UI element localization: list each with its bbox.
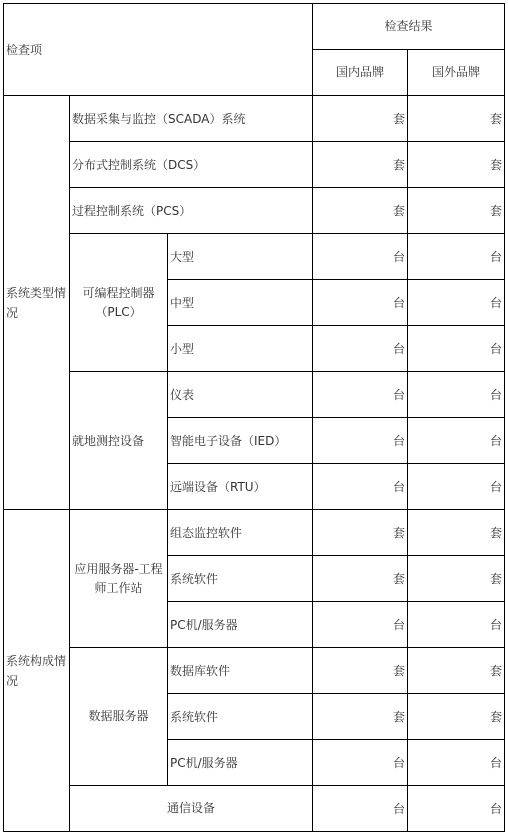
unit-foreign: 套	[408, 556, 505, 602]
item-pc-server: PC机/服务器	[168, 740, 313, 786]
item-plc-medium: 中型	[168, 280, 313, 326]
table-row	[4, 786, 505, 832]
item-plc-small: 小型	[168, 326, 313, 372]
table-row	[4, 510, 505, 556]
unit-foreign: 台	[408, 464, 505, 510]
unit-foreign: 套	[408, 510, 505, 556]
item-instrument: 仪表	[168, 372, 313, 418]
unit-foreign: 套	[408, 142, 505, 188]
subgroup-data-server: 数据服务器	[70, 648, 168, 786]
item-ied: 智能电子设备（IED）	[168, 418, 313, 464]
unit-domestic: 套	[313, 648, 408, 694]
table-row	[4, 234, 505, 280]
unit-domestic: 套	[313, 510, 408, 556]
item-comm-equipment: 通信设备	[70, 786, 313, 832]
header-domestic-brand: 国内品牌	[313, 50, 408, 96]
unit-domestic: 套	[313, 188, 408, 234]
inspection-table	[3, 3, 505, 832]
unit-foreign: 套	[408, 694, 505, 740]
subgroup-field-devices: 就地测控设备	[70, 372, 168, 510]
unit-domestic: 套	[313, 694, 408, 740]
table-row	[4, 188, 505, 234]
header-row-1	[4, 4, 505, 50]
item-pcs: 过程控制系统（PCS）	[70, 188, 313, 234]
unit-domestic: 台	[313, 234, 408, 280]
item-db-software: 数据库软件	[168, 648, 313, 694]
unit-foreign: 台	[408, 786, 505, 832]
item-system-software: 系统软件	[168, 694, 313, 740]
table-row	[4, 96, 505, 142]
subgroup-app-server: 应用服务器-工程师工作站	[70, 510, 168, 648]
unit-foreign: 台	[408, 418, 505, 464]
item-config-software: 组态监控软件	[168, 510, 313, 556]
unit-domestic: 台	[313, 280, 408, 326]
group-label-system-type: 系统类型情况	[4, 96, 70, 510]
table-row	[4, 142, 505, 188]
item-scada: 数据采集与监控（SCADA）系统	[70, 96, 313, 142]
item-dcs: 分布式控制系统（DCS）	[70, 142, 313, 188]
item-rtu: 远端设备（RTU）	[168, 464, 313, 510]
header-inspection-result: 检查结果	[313, 4, 505, 50]
unit-foreign: 台	[408, 372, 505, 418]
unit-domestic: 台	[313, 464, 408, 510]
table-row	[4, 372, 505, 418]
header-inspection-item: 检查项	[4, 4, 313, 96]
unit-foreign: 台	[408, 280, 505, 326]
unit-foreign: 台	[408, 234, 505, 280]
unit-foreign: 台	[408, 740, 505, 786]
unit-domestic: 台	[313, 602, 408, 648]
unit-domestic: 台	[313, 740, 408, 786]
unit-foreign: 台	[408, 326, 505, 372]
unit-domestic: 台	[313, 372, 408, 418]
header-foreign-brand: 国外品牌	[408, 50, 505, 96]
unit-domestic: 套	[313, 96, 408, 142]
table-row	[4, 648, 505, 694]
unit-foreign: 套	[408, 188, 505, 234]
unit-foreign: 台	[408, 602, 505, 648]
unit-foreign: 套	[408, 648, 505, 694]
unit-domestic: 台	[313, 326, 408, 372]
item-plc-large: 大型	[168, 234, 313, 280]
group-label-system-composition: 系统构成情况	[4, 510, 70, 832]
item-system-software: 系统软件	[168, 556, 313, 602]
unit-domestic: 套	[313, 556, 408, 602]
unit-domestic: 台	[313, 418, 408, 464]
subgroup-plc: 可编程控制器（PLC）	[70, 234, 168, 372]
unit-domestic: 台	[313, 786, 408, 832]
item-pc-server: PC机/服务器	[168, 602, 313, 648]
unit-domestic: 套	[313, 142, 408, 188]
unit-foreign: 套	[408, 96, 505, 142]
